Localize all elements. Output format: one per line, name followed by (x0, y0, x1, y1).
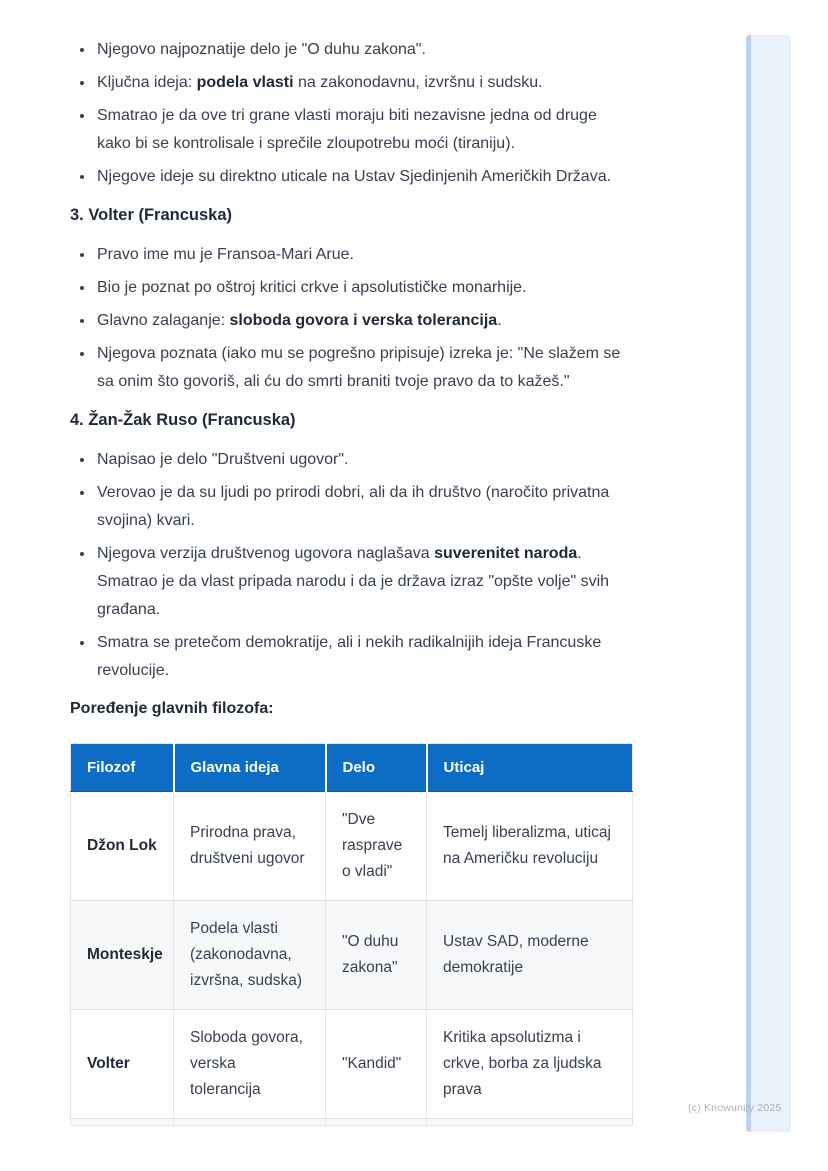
cell-philosopher: Volter (71, 1010, 174, 1119)
column-header-delo: Delo (326, 744, 427, 792)
bullet-item: • Verovao je da su ljudi po prirodi dobri, ali da ih društvo (naročito privatna svojina) kvari. (95, 479, 633, 535)
copyright-watermark: (c) Knowunity 2025 (688, 1102, 782, 1114)
cell-partial (427, 1119, 633, 1126)
table-row-partial (71, 1119, 633, 1126)
bullet-list-monteskje (70, 36, 633, 191)
cell-partial (71, 1119, 174, 1126)
bullet-item: • Smatrao je da ove tri grane vlasti moraju biti nezavisne jedna od druge kako bi se kontrolisale i sprečile zloupotrebu moći (tiraniju). (95, 102, 633, 158)
cell-philosopher: Monteskje (71, 901, 174, 1010)
bullet-list-ruso (70, 446, 633, 685)
bullet-item: • Glavno zalaganje: sloboda govora i verska tolerancija. (95, 307, 633, 335)
cell-philosopher: Džon Lok (71, 792, 174, 901)
section-heading-ruso: 4. Žan-Žak Ruso (Francuska) (70, 411, 296, 429)
comparison-table (70, 743, 633, 1126)
table-row-volter (71, 1010, 633, 1119)
cell-work: "Kandid" (326, 1010, 427, 1119)
bullet-item: • Njegovo najpoznatije delo je "O duhu zakona". (95, 36, 633, 64)
bullet-item: • Napisao je delo "Društveni ugovor". (95, 446, 633, 474)
cell-main-idea: Podela vlasti (zakonodavna, izvršna, sudska) (174, 901, 326, 1010)
comparison-title: Poređenje glavnih filozofa: (70, 700, 274, 717)
table-row-dzon-lok (71, 792, 633, 901)
bullet-item: • Bio je poznat po oštroj kritici crkve i apsolutističke monarhije. (95, 274, 633, 302)
section-heading-volter: 3. Volter (Francuska) (70, 206, 232, 224)
cell-main-idea: Sloboda govora, verska tolerancija (174, 1010, 326, 1119)
bullet-item: • Smatra se pretečom demokratije, ali i nekih radikalnijih ideja Francuske revolucije. (95, 629, 633, 685)
bullet-item: • Pravo ime mu je Fransoa-Mari Arue. (95, 241, 633, 269)
cell-work: "O duhu zakona" (326, 901, 427, 1010)
cell-influence: Temelj liberalizma, uticaj na Američku revoluciju (427, 792, 633, 901)
cell-influence: Ustav SAD, moderne demokratije (427, 901, 633, 1010)
cell-partial (326, 1119, 427, 1126)
right-accent-strip (746, 35, 791, 1132)
table-header-row (71, 744, 633, 792)
cell-work: "Dve rasprave o vladi" (326, 792, 427, 901)
bullet-item: • Ključna ideja: podela vlasti na zakonodavnu, izvršnu i sudsku. (95, 69, 633, 97)
table-row-monteskje (71, 901, 633, 1010)
cell-influence: Kritika apsolutizma i crkve, borba za ljudska prava (427, 1010, 633, 1119)
bullet-list-volter (70, 241, 633, 396)
cell-main-idea: Prirodna prava, društveni ugovor (174, 792, 326, 901)
bullet-item: • Njegove ideje su direktno uticale na Ustav Sjedinjenih Američkih Država. (95, 163, 633, 191)
column-header-glavna-ideja: Glavna ideja (174, 744, 326, 792)
bullet-item: • Njegova poznata (iako mu se pogrešno pripisuje) izreka je: "Ne slažem se sa onim što govoriš, ali ću do smrti braniti tvoje pravo da to kažeš." (95, 340, 633, 396)
bullet-item: • Njegova verzija društvenog ugovora naglašava suverenitet naroda. Smatrao je da vlast pripada narodu i da je država izraz "opšte volje" svih građana. (95, 540, 633, 624)
cell-partial (174, 1119, 326, 1126)
column-header-uticaj: Uticaj (427, 744, 633, 792)
column-header-filozof: Filozof (71, 744, 174, 792)
document-content (70, 36, 633, 1126)
